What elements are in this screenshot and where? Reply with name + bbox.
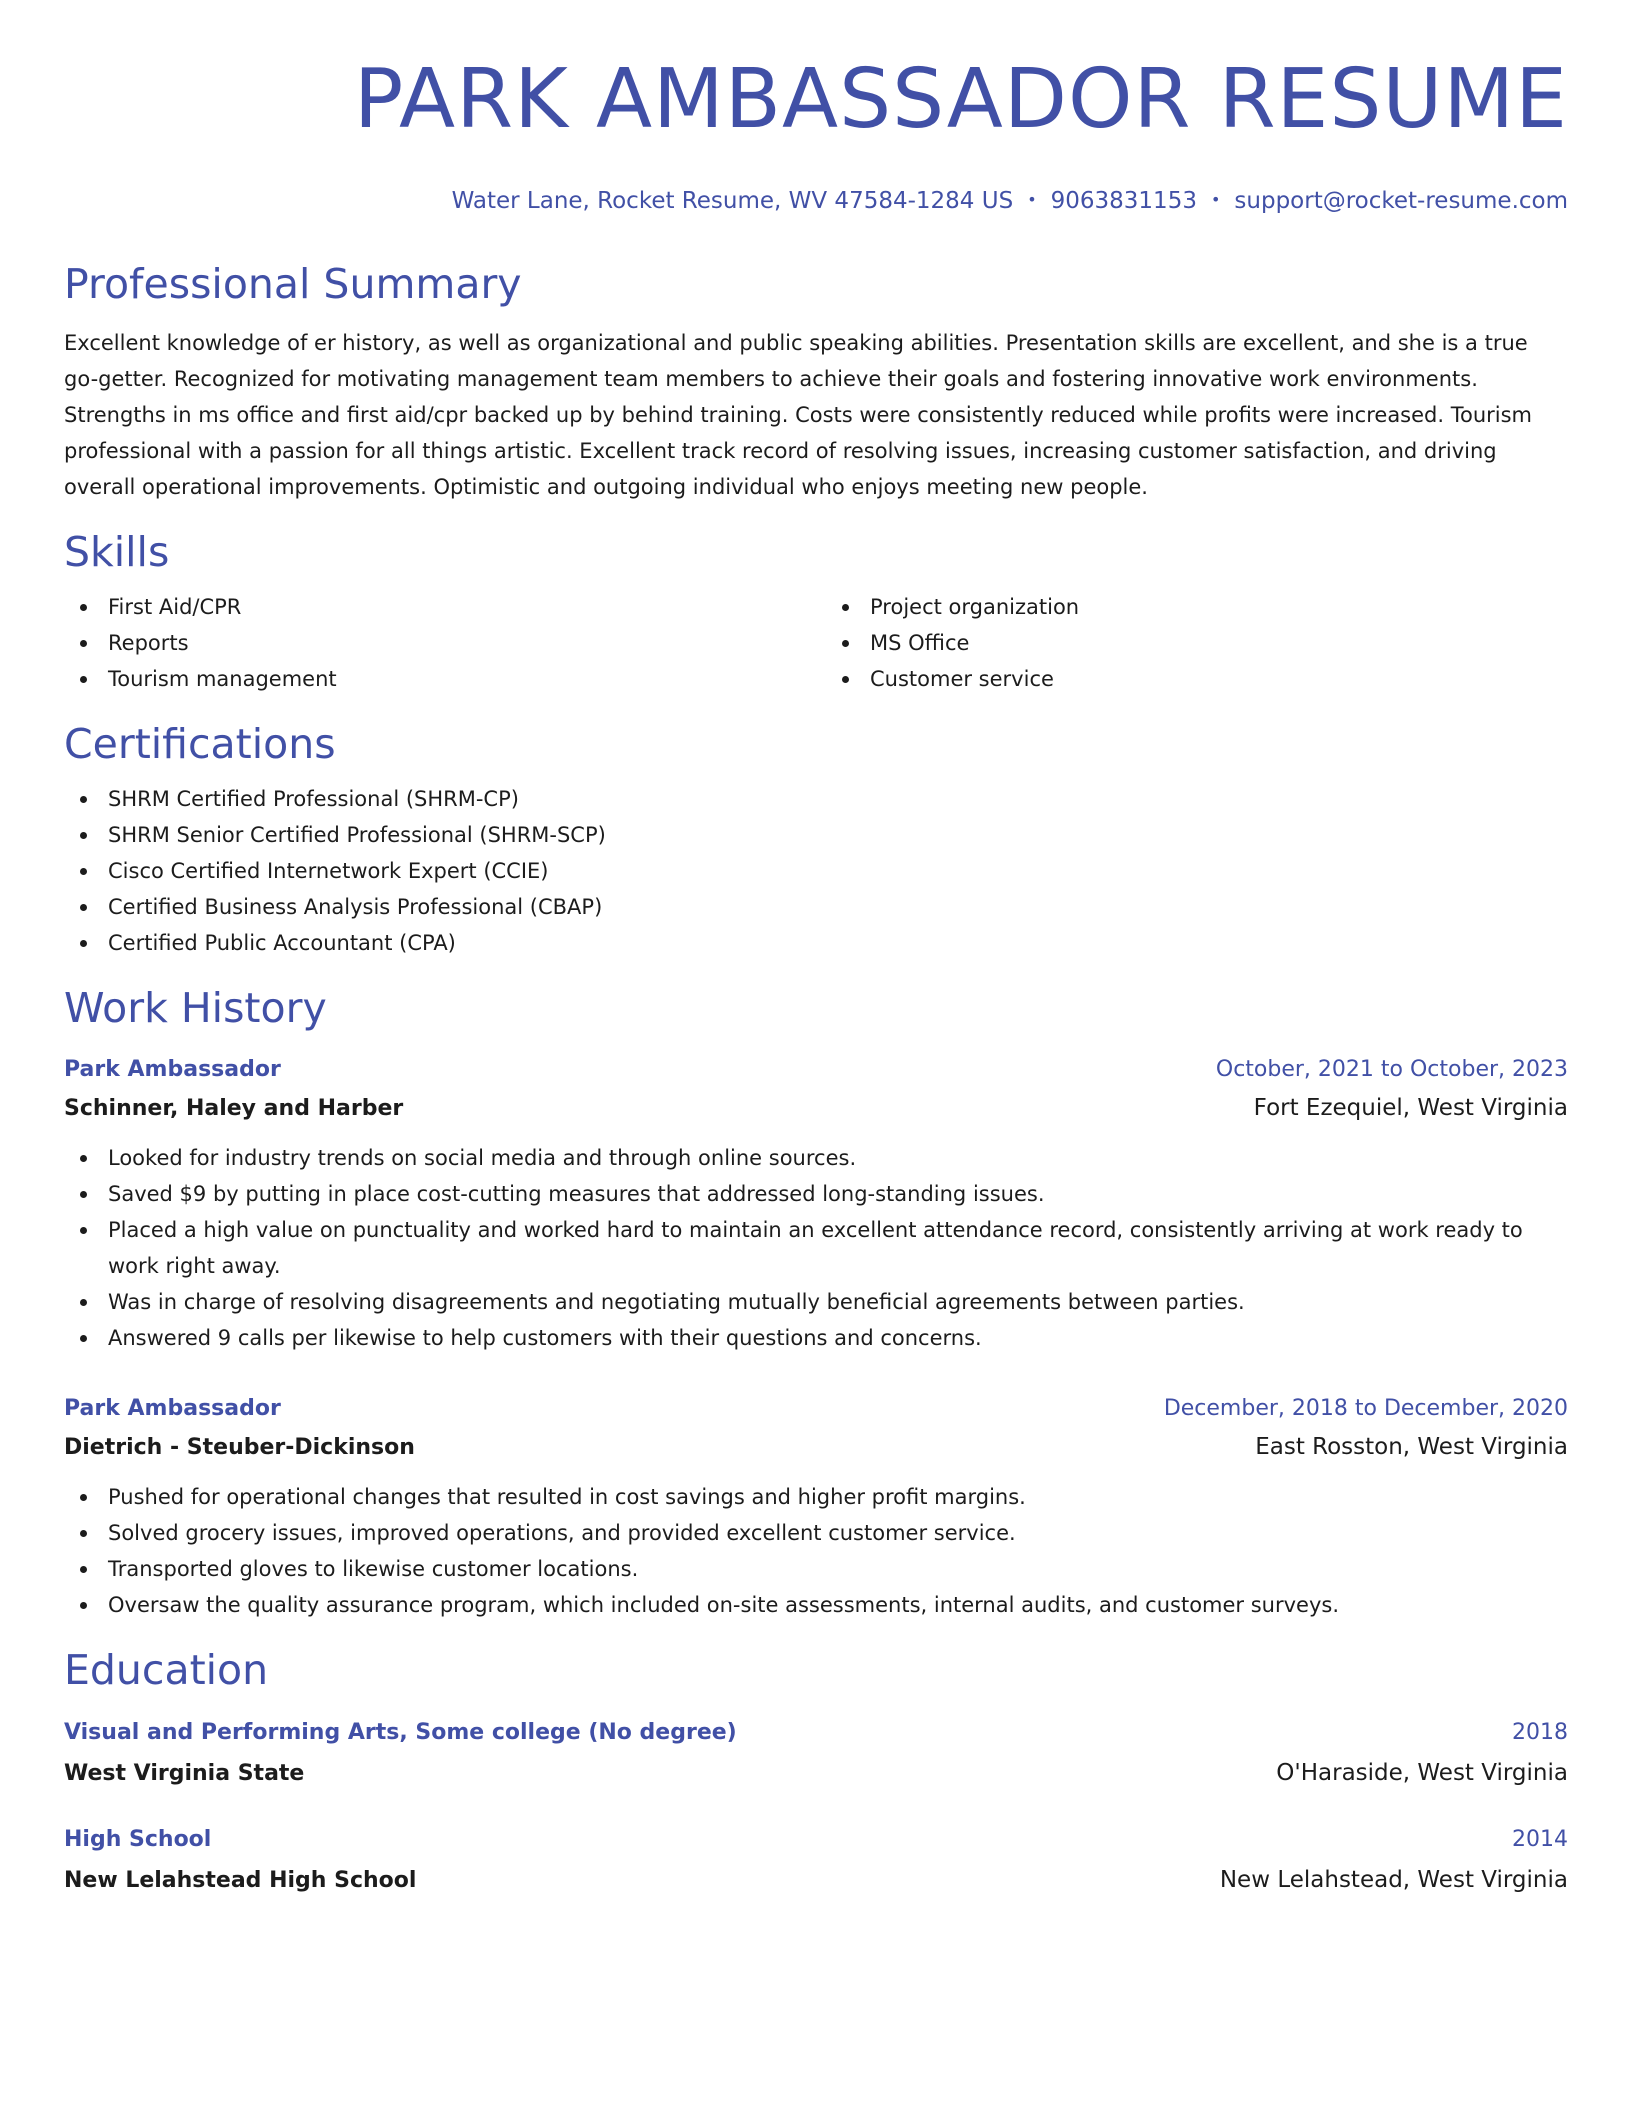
- education-school: West Virginia State: [64, 1760, 305, 1786]
- skill-item: First Aid/CPR: [64, 589, 806, 625]
- education-school: New Lelahstead High School: [64, 1867, 417, 1893]
- certifications-list: [64, 781, 1568, 961]
- skill-item: Project organization: [826, 589, 1568, 625]
- summary-section: [64, 259, 1568, 505]
- job-entry: [64, 1390, 1568, 1623]
- resume-header: [64, 52, 1568, 217]
- job-duty: Answered 9 calls per likewise to help customers with their questions and concerns.: [64, 1320, 1568, 1356]
- skill-item: Customer service: [826, 661, 1568, 697]
- contact-separator: •: [1027, 189, 1037, 209]
- job-title-row: [64, 1051, 1568, 1089]
- job-company-row: [64, 1089, 1568, 1128]
- skills-list-right: [826, 589, 1568, 697]
- skills-grid: [64, 589, 1568, 697]
- job-location: Fort Ezequiel, West Virginia: [1253, 1094, 1568, 1121]
- resume-name: PARK AMBASSADOR RESUME: [353, 52, 1568, 147]
- contact-line: [64, 186, 1568, 217]
- summary-text: Excellent knowledge of er history, as well as organizational and public speaking abilities. Presentation skills are excellent, and she is a true go-getter. Recognized for motivating management team members to achieve their goals and fostering innovative work environments. Strengths in ms office and first aid/cpr backed up by behind training. Costs were consistently reduced while profits were increased. Tourism professional with a passion for all things artistic. Excellent track record of resolving issues, increasing customer satisfaction, and driving overall operational improvements. Optimistic and outgoing individual who enjoys meeting new people.: [64, 330, 1533, 499]
- education-school-row: [64, 1753, 1568, 1794]
- job-company-row: [64, 1428, 1568, 1467]
- skills-section: [64, 527, 1568, 697]
- education-heading: Education: [64, 1645, 269, 1694]
- job-entry: [64, 1051, 1568, 1356]
- education-degree: Visual and Performing Arts, Some college (No degree): [64, 1719, 737, 1745]
- certification-item: SHRM Certified Professional (SHRM-CP): [64, 781, 1568, 817]
- job-dates: December, 2018 to December, 2020: [1163, 1395, 1568, 1421]
- job-title: Park Ambassador: [64, 1395, 281, 1421]
- education-entry: [64, 1713, 1568, 1794]
- job-duty: Saved $9 by putting in place cost-cutting measures that addressed long-standing issues.: [64, 1176, 1568, 1212]
- job-dates: October, 2021 to October, 2023: [1215, 1056, 1568, 1082]
- work-history-heading: Work History: [64, 983, 327, 1032]
- job-duty: Was in charge of resolving disagreements and negotiating mutually beneficial agreements between parties.: [64, 1284, 1568, 1320]
- certifications-section: [64, 719, 1568, 961]
- job-duty: Placed a high value on punctuality and worked hard to maintain an excellent attendance record, consistently arriving at work ready to work right away.: [64, 1212, 1568, 1284]
- education-degree-row: [64, 1820, 1568, 1860]
- job-duty: Oversaw the quality assurance program, which included on-site assessments, internal audits, and customer surveys.: [64, 1587, 1568, 1623]
- job-company: Dietrich - Steuber-Dickinson: [64, 1434, 415, 1460]
- job-duty: Solved grocery issues, improved operations, and provided excellent customer service.: [64, 1515, 1568, 1551]
- education-location: New Lelahstead, West Virginia: [1219, 1866, 1568, 1893]
- skills-list-left: [64, 589, 806, 697]
- job-company: Schinner, Haley and Harber: [64, 1095, 404, 1121]
- certifications-heading: Certifications: [64, 719, 336, 768]
- job-duties-list: [64, 1479, 1568, 1623]
- contact-email: support@rocket-resume.com: [1234, 188, 1568, 214]
- work-history-section: [64, 983, 1568, 1623]
- education-entry: [64, 1820, 1568, 1901]
- certification-item: Certified Business Analysis Professional (CBAP): [64, 889, 1568, 925]
- contact-address: Water Lane, Rocket Resume, WV 47584-1284 US: [451, 188, 1014, 214]
- education-degree-row: [64, 1713, 1568, 1753]
- skill-item: MS Office: [826, 625, 1568, 661]
- education-location: O'Haraside, West Virginia: [1276, 1759, 1568, 1786]
- certification-item: SHRM Senior Certified Professional (SHRM-SCP): [64, 817, 1568, 853]
- summary-heading: Professional Summary: [64, 259, 522, 308]
- skills-heading: Skills: [64, 527, 170, 576]
- job-duty: Pushed for operational changes that resulted in cost savings and higher profit margins.: [64, 1479, 1568, 1515]
- education-school-row: [64, 1860, 1568, 1901]
- education-year: 2014: [1512, 1826, 1568, 1852]
- job-duty: Looked for industry trends on social media and through online sources.: [64, 1140, 1568, 1176]
- job-title-row: [64, 1390, 1568, 1428]
- education-year: 2018: [1512, 1719, 1568, 1745]
- skill-item: Reports: [64, 625, 806, 661]
- education-section: [64, 1645, 1568, 1901]
- skill-item: Tourism management: [64, 661, 806, 697]
- contact-separator: •: [1210, 189, 1221, 209]
- job-location: East Rosston, West Virginia: [1255, 1433, 1568, 1460]
- job-title: Park Ambassador: [64, 1056, 281, 1082]
- certification-item: Cisco Certified Internetwork Expert (CCIE): [64, 853, 1568, 889]
- job-duty: Transported gloves to likewise customer locations.: [64, 1551, 1568, 1587]
- certification-item: Certified Public Accountant (CPA): [64, 925, 1568, 961]
- contact-phone: 9063831153: [1050, 188, 1197, 214]
- job-duties-list: [64, 1140, 1568, 1356]
- education-degree: High School: [64, 1826, 212, 1852]
